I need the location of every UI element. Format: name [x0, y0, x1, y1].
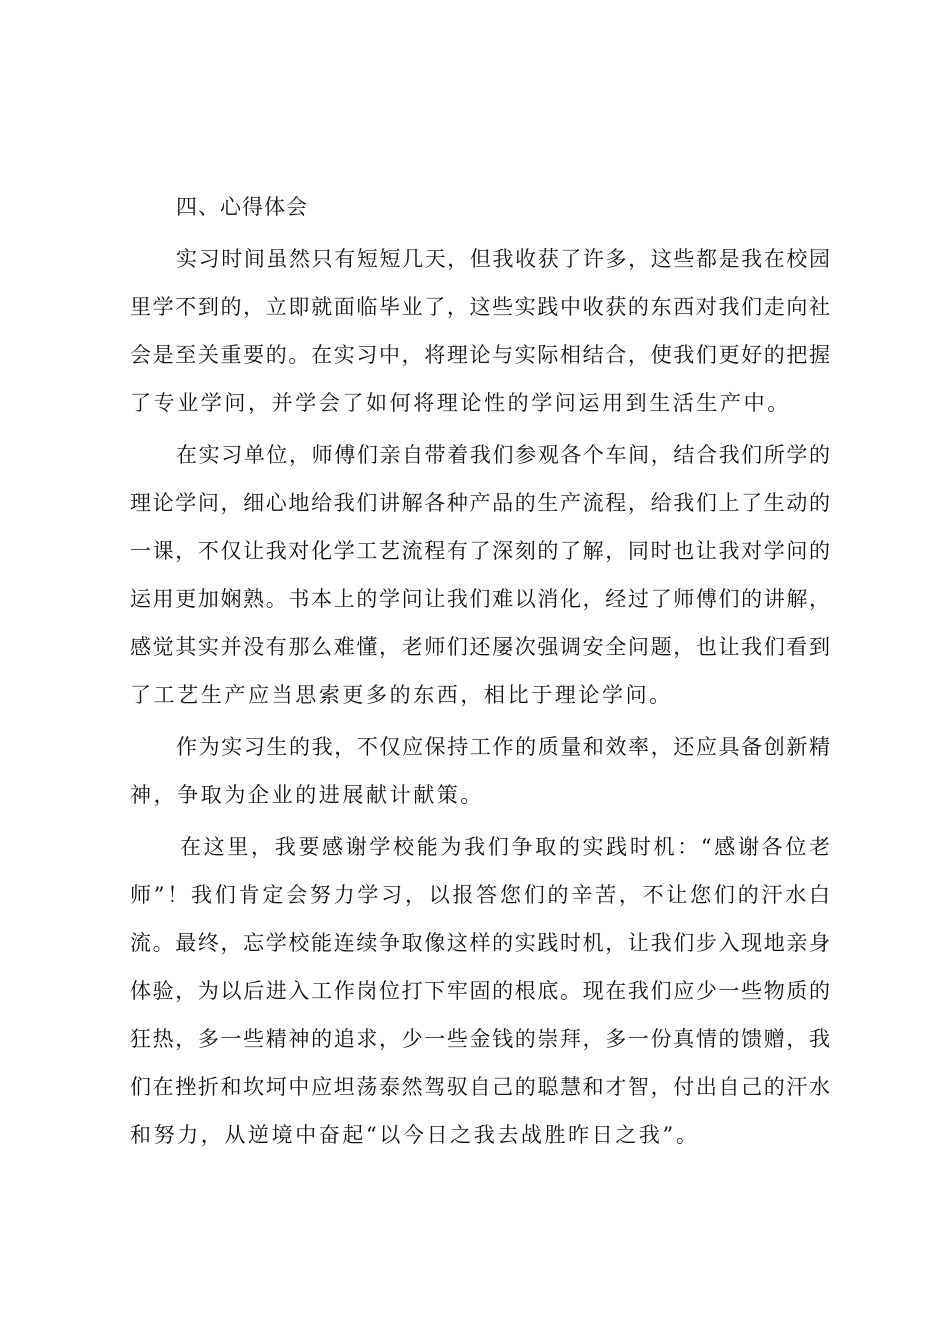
paragraph-4-line-4: 体验，为以后进入工作岗位打下牢固的根底。现在我们应少一些物质的: [130, 979, 830, 1003]
paragraph-2-line-3: 一课，不仅让我对化学工艺流程有了深刻的了解，同时也让我对学问的: [130, 539, 830, 563]
paragraph-4-line-7: 和努力，从逆境中奋起“以今日之我去战胜昨日之我”。: [130, 1123, 700, 1147]
paragraph-2-line-1: 在实习单位，师傅们亲自带着我们参观各个车间，结合我们所学的: [176, 443, 830, 467]
paragraph-4-line-5: 狂热，多一些精神的追求，少一些金钱的崇拜，多一份真情的馈赠，我: [130, 1027, 830, 1051]
paragraph-3-line-1: 作为实习生的我，不仅应保持工作的质量和效率，还应具备创新精: [176, 735, 830, 759]
paragraph-2-line-2: 理论学问，细心地给我们讲解各种产品的生产流程，给我们上了生动的: [130, 491, 830, 515]
paragraph-1-line-2: 里学不到的，立即就面临毕业了，这些实践中收获的东西对我们走向社: [130, 295, 830, 319]
paragraph-2-line-5: 感觉其实并没有那么难懂，老师们还屡次强调安全问题，也让我们看到: [130, 635, 830, 659]
paragraph-1-line-4: 了专业学问，并学会了如何将理论性的学问运用到生活生产中。: [130, 391, 791, 415]
paragraph-4-line-2: 师”！我们肯定会努力学习，以报答您们的辛苦，不让您们的汗水白: [130, 883, 830, 907]
paragraph-4-line-3: 流。最终，忘学校能连续争取像这样的实践时机，让我们步入现地亲身: [130, 931, 830, 955]
paragraph-1-line-3: 会是至关重要的。在实习中，将理论与实际相结合，使我们更好的把握: [130, 343, 830, 367]
section-heading: 四、心得体会: [176, 195, 308, 219]
paragraph-2-line-4: 运用更加娴熟。书本上的学问让我们难以消化，经过了师傅们的讲解，: [130, 587, 830, 611]
paragraph-1-line-1: 实习时间虽然只有短短几天，但我收获了许多，这些都是我在校园: [176, 247, 830, 271]
paragraph-3-line-2: 神，争取为企业的进展献计献策。: [130, 783, 484, 807]
paragraph-2-line-6: 了工艺生产应当思索更多的东西，相比于理论学问。: [130, 683, 673, 707]
paragraph-4-line-1: 在这里，我要感谢学校能为我们争取的实践时机：“感谢各位老: [180, 835, 830, 859]
paragraph-4-line-6: 们在挫折和坎坷中应坦荡泰然驾驭自己的聪慧和才智，付出自己的汗水: [130, 1075, 830, 1099]
